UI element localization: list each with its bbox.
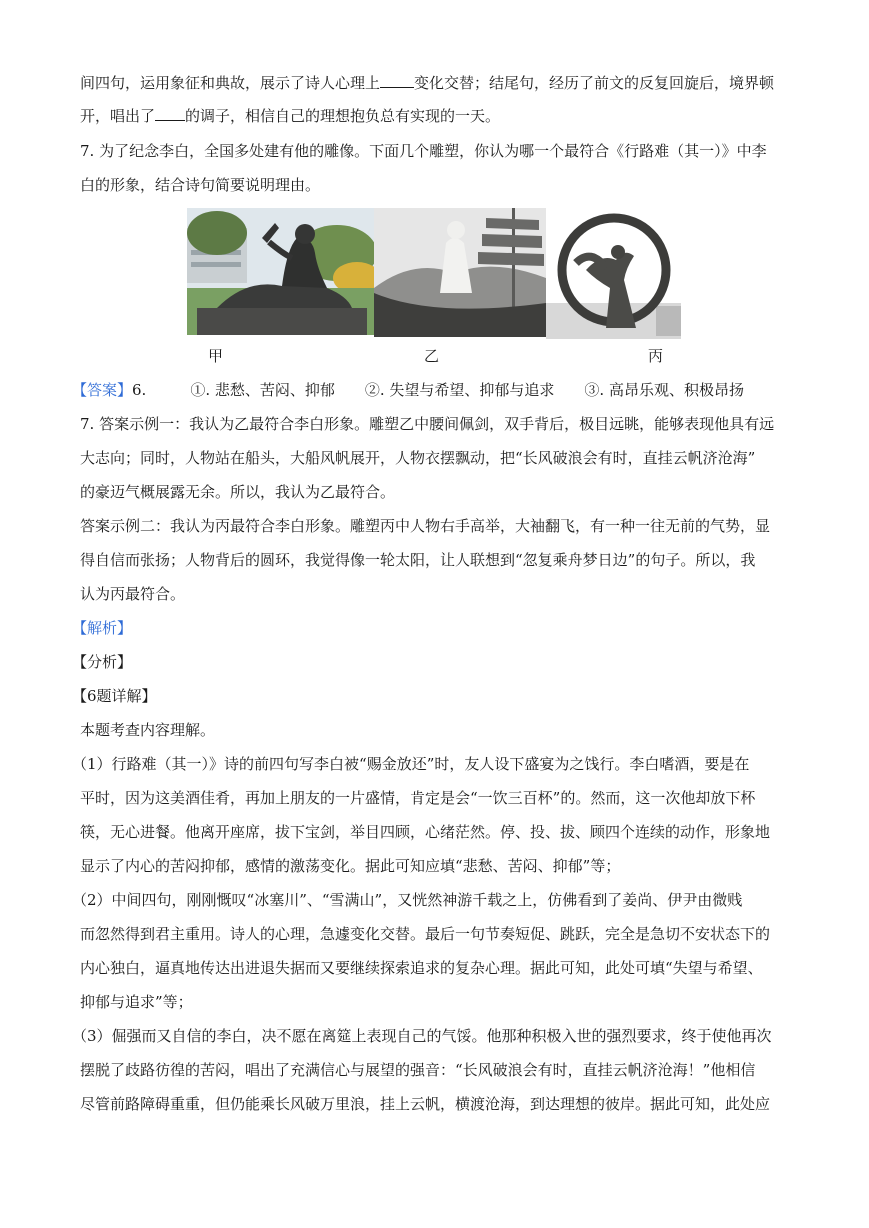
text-line: 开，唱出了 的调子，相信自己的理想抱负总有实现的一天。 [80,107,501,125]
intro-line: 本题考查内容理解。 [80,721,216,739]
answer-tag: 【答案】 [72,381,133,399]
example-line: 7. 答案示例一：我认为乙最符合李白形象。雕塑乙中腰间佩剑，双手背后，极目远眺，能够表现他具有远 [80,415,775,433]
paragraph-line: 筷，无心进餐。他离开座席，拔下宝剑，举目四顾，心绪茫然。停、投、拔、顾四个连续的动作，形象地 [80,823,771,841]
example-line: 的豪迈气概展露无余。所以，我认为乙最符合。 [80,483,396,501]
caption-jia: 甲 [208,347,224,365]
example-line: 大志向；同时，人物站在船头，大船风帆展开，人物衣摆飘动，把“长风破浪会有时，直挂云帆济沧海” [80,449,756,467]
question-7-line: 7. 为了纪念李白，全国多处建有他的雕像。下面几个雕塑，你认为哪一个最符合《行路难（其一）》中李 [80,142,767,160]
analysis-tag: 【解析】 [72,619,133,637]
paragraph-line: 而忽然得到君主重用。诗人的心理，急遽变化交替。最后一句节奏短促、跳跃，完全是急切不安状态下的 [80,925,771,943]
fill-blank [380,73,414,88]
sculpture-yi-photo [374,208,546,337]
example-line: 答案示例二：我认为丙最符合李白形象。雕塑丙中人物右手高举，大袖翻飞，有一种一往无前的气势，显 [80,517,771,535]
fill-blank [155,106,185,121]
paragraph-line: （2）中间四句，刚刚慨叹“冰塞川”、“雪满山”，又恍然神游千载之上，仿佛看到了姜尚、伊尹由微贱 [72,891,743,909]
example-line: 得自信而张扬；人物背后的圆环，我觉得像一轮太阳，让人联想到“忽复乘舟梦日边”的句子。所以，我 [80,551,756,569]
answer-line: 【答案】6. ①. 悲愁、苦闷、抑郁 ②. 失望与希望、抑郁与追求 ③. 高昂乐观、积极昂扬 [72,381,744,399]
paragraph-line: （3）倔强而又自信的李白，决不愿在离筵上表现自己的气馁。他那种积极入世的强烈要求，终于使他再次 [72,1027,772,1045]
detail-heading: 【6题详解】 [72,687,157,705]
fenxi-heading: 【分析】 [72,653,133,671]
paragraph-line: 平时，因为这美酒佳肴，再加上朋友的一片盛情，肯定是会“一饮三百杯”的。然而，这一次他却放下杯 [80,789,756,807]
paragraph-line: 内心独白，逼真地传达出进退失据而又要继续探索追求的复杂心理。据此可知，此处可填“失望与希望、 [80,959,763,977]
paragraph-line: 摆脱了歧路彷徨的苦闷，唱出了充满信心与展望的强音：“长风破浪会有时，直挂云帆济沧海！”他相信 [80,1061,756,1079]
paragraph-line: 抑郁与追求”等； [80,993,193,1011]
paragraph-line: 显示了内心的苦闷抑郁，感情的激荡变化。据此可知应填“悲愁、苦闷、抑郁”等； [80,857,621,875]
text-line: 间四句，运用象征和典故，展示了诗人心理上 变化交替；结尾句，经历了前文的反复回旋后，境界顿 [80,74,775,92]
example-line: 认为丙最符合。 [80,585,186,603]
question-7-line: 白的形象，结合诗句简要说明理由。 [80,176,321,194]
paragraph-line: （1）行路难（其一）》诗的前四句写李白被“赐金放还”时，友人设下盛宴为之饯行。李白嗜酒，要是在 [72,755,750,773]
sculpture-bing-photo [546,208,681,339]
caption-bing: 丙 [648,347,664,365]
sculpture-jia-photo [187,208,374,335]
paragraph-line: 尽管前路障碍重重，但仍能乘长风破万里浪，挂上云帆，横渡沧海，到达理想的彼岸。据此可知，此处应 [80,1095,771,1113]
caption-yi: 乙 [424,347,440,365]
